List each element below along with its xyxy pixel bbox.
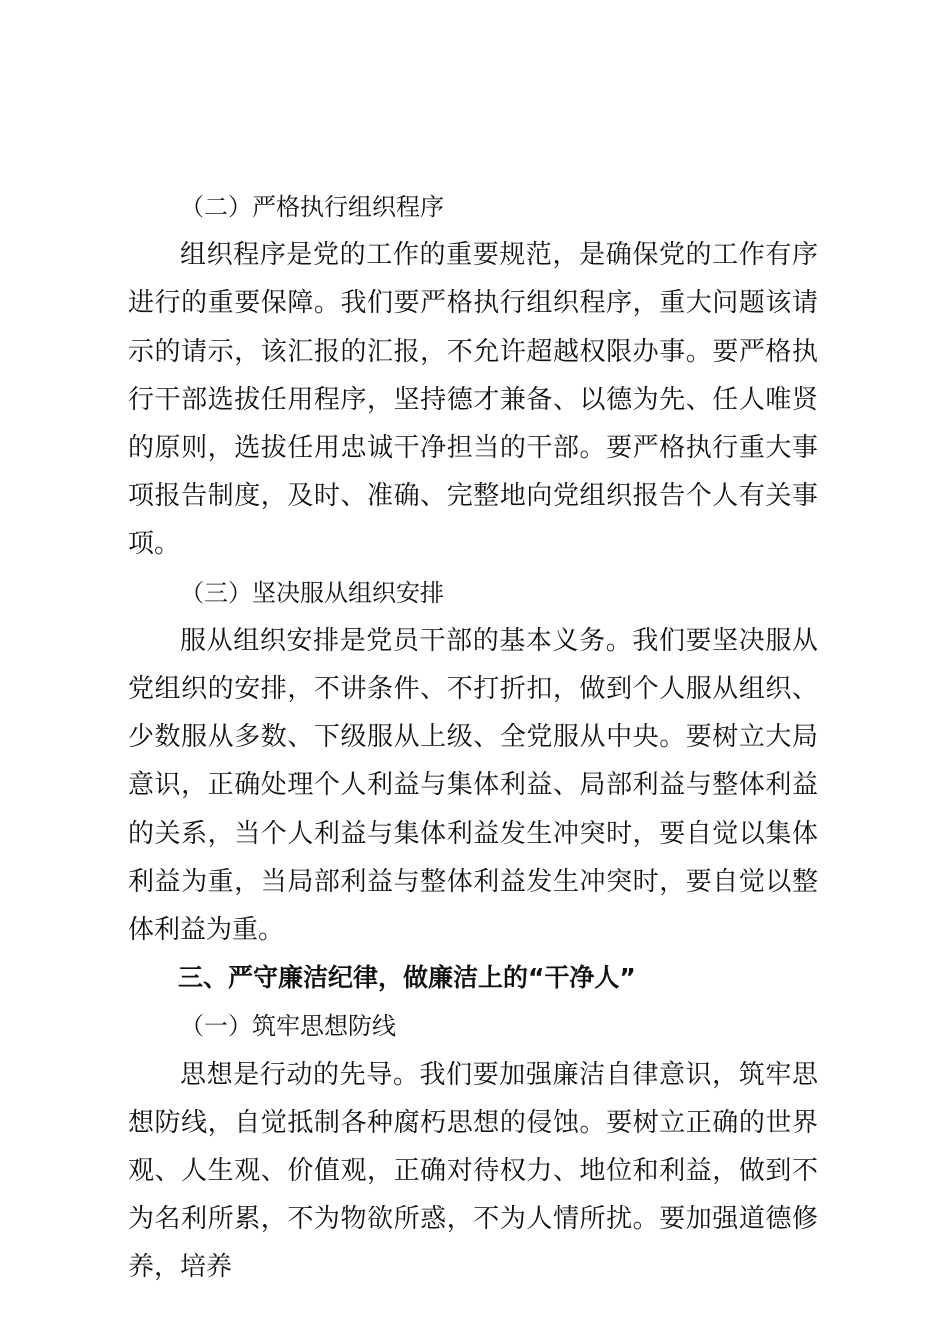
subsection-heading-1: （一）筑牢思想防线 xyxy=(180,1012,396,1041)
section-heading-2: （二）严格执行组织程序 xyxy=(180,193,444,221)
section-paragraph-2: 组织程序是党的工作的重要规范，是确保党的工作有序进行的重要保障。我们要严格执行组织程序，重大问题该请示的请示，该汇报的汇报，不允许超越权限办事。要严格执行干部选拔任用程序，坚持德才兼备、以德为先、任人唯贤的原则，选拔任用忠诚干净担当的干部。要严格执行重大事项报告制度，及时、准确、完整地向党组织报告个人有关事项。 xyxy=(128,240,818,560)
section-paragraph-3: 服从组织安排是党员干部的基本义务。我们要坚决服从党组织的安排，不讲条件、不打折扣，做到个人服从组织、少数服从多数、下级服从上级、全党服从中央。要树立大局意识，正确处理个人利益与集体利益、局部利益与整体利益的关系，当个人利益与集体利益发生冲突时，要自觉以集体利益为重，当局部利益与整体利益发生冲突时，要自觉以整体利益为重。 xyxy=(128,625,818,946)
subsection-paragraph-1: 思想是行动的先导。我们要加强廉洁自律意识，筑牢思想防线，自觉抵制各种腐朽思想的侵蚀。要树立正确的世界观、人生观、价值观，正确对待权力、地位和利益，做到不为名利所累，不为物欲所惑，不为人情所扰。要加强道德修养，培养 xyxy=(128,1059,818,1283)
section-heading-3: （三）坚决服从组织安排 xyxy=(180,578,444,607)
chapter-heading: 三、严守廉洁纪律，做廉洁上的“干净人” xyxy=(178,963,636,993)
document-body xyxy=(128,183,818,1292)
